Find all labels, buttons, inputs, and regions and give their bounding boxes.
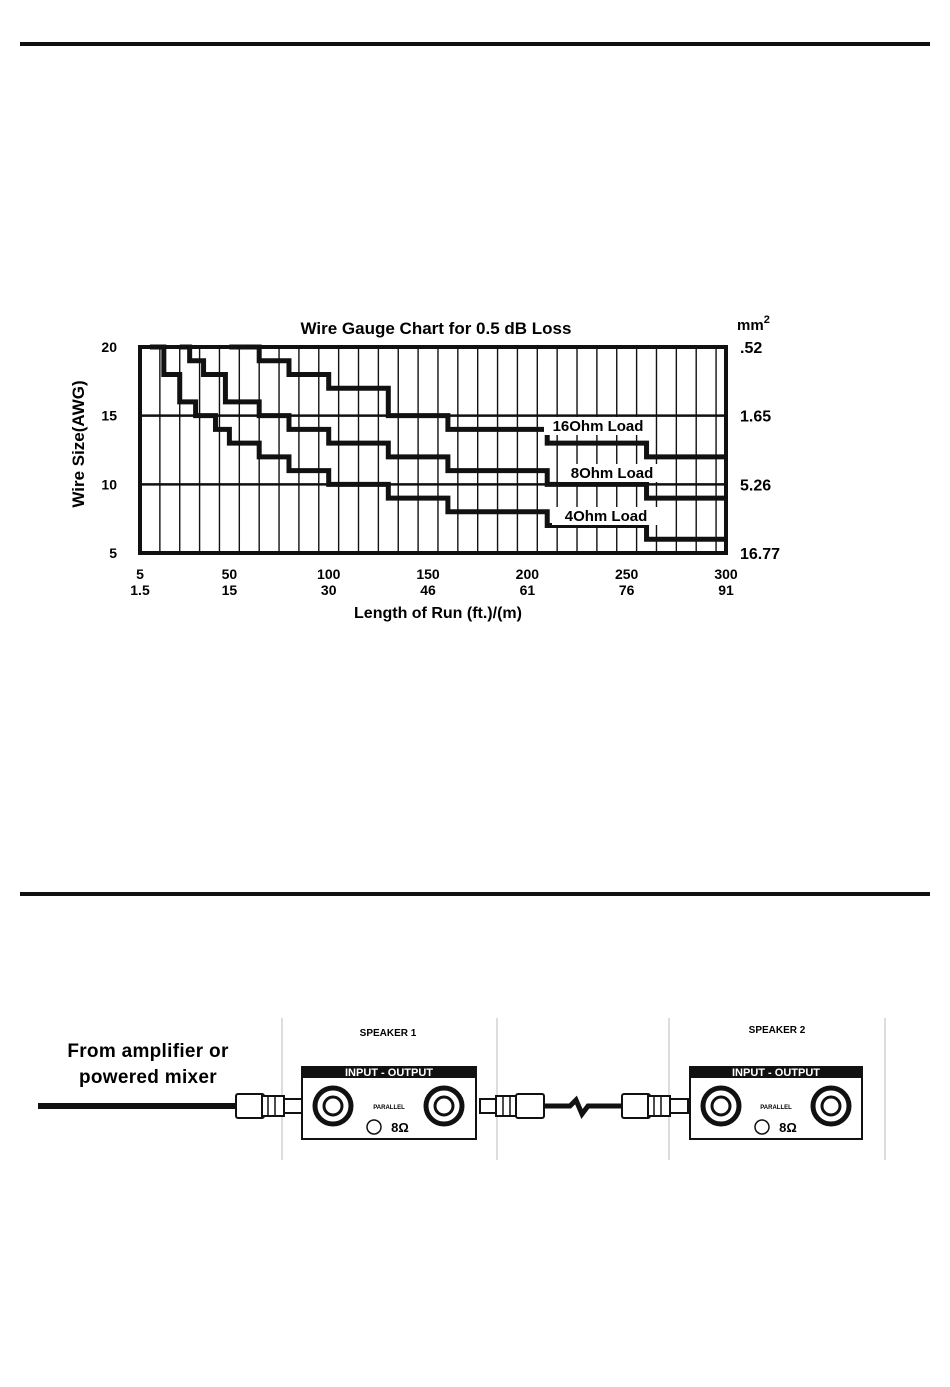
- speaker2-connector-icon: [755, 1120, 769, 1134]
- x-tick-label-m: 91: [718, 582, 734, 598]
- y2-tick-label: 5.26: [740, 477, 772, 495]
- x-tick-label-ft: 300: [714, 566, 738, 582]
- y2-unit-exponent: 2: [763, 314, 770, 326]
- x-tick-label-m: 76: [618, 582, 635, 598]
- x-tick-label-ft: 200: [515, 566, 540, 582]
- speaker1-impedance: 8Ω: [391, 1120, 409, 1135]
- source-label-line1: From amplifier or: [67, 1041, 229, 1062]
- speaker2-title: SPEAKER 2: [748, 1025, 806, 1036]
- x-tick-label-m: 30: [320, 582, 337, 598]
- y-tick-label: 5: [109, 545, 117, 561]
- chart-ticks: [101, 339, 780, 598]
- amplifier-cable: [38, 1103, 238, 1109]
- y-tick-label: 10: [101, 476, 117, 493]
- speaker1-parallel-label: PARALLEL: [373, 1105, 405, 1111]
- x-tick-label-ft: 5: [136, 566, 144, 582]
- x-tick-label-m: 46: [420, 582, 436, 598]
- speaker2-parallel-label: PARALLEL: [760, 1105, 792, 1111]
- series-label: 4Ohm Load: [564, 508, 648, 525]
- x-tick-label-ft: 50: [221, 566, 238, 582]
- y2-tick-label: 1.65: [740, 408, 772, 426]
- speakon-plug-3: [622, 1094, 688, 1118]
- x-tick-label-m: 15: [221, 582, 238, 598]
- y-axis-label: Wire Size(AWG): [69, 380, 88, 508]
- y2-tick-label: .52: [740, 340, 763, 357]
- x-axis-label: Length of Run (ft.)/(m): [354, 605, 522, 622]
- x-tick-label-ft: 250: [614, 566, 639, 582]
- speaker-connection-diagram: [0, 1010, 950, 1170]
- y2-tick-label: 16.77: [740, 546, 781, 563]
- y-tick-label: 15: [101, 407, 117, 424]
- chart-title: Wire Gauge Chart for 0.5 dB Loss: [300, 319, 572, 338]
- y2-unit-base: mm: [737, 317, 764, 334]
- speaker1-title: SPEAKER 1: [359, 1028, 417, 1039]
- y2-unit-label: [737, 314, 770, 334]
- wire-gauge-chart: [0, 0, 950, 640]
- speakon-plug-1: [236, 1094, 302, 1118]
- source-label-line2: powered mixer: [78, 1067, 218, 1088]
- mid-rule: [20, 892, 930, 896]
- series-label: 16Ohm Load: [552, 418, 644, 435]
- series-label: 8Ohm Load: [570, 465, 654, 482]
- x-tick-label-m: 1.5: [130, 582, 150, 598]
- speaker2-impedance: 8Ω: [779, 1120, 797, 1135]
- x-tick-label-ft: 150: [416, 566, 440, 582]
- x-tick-label-m: 61: [519, 582, 536, 598]
- y-tick-label: 20: [101, 339, 117, 355]
- svg-text:mm2: [737, 314, 770, 334]
- speaker2-panel-header: INPUT - OUTPUT: [732, 1067, 820, 1079]
- speaker2-panel: [690, 1067, 862, 1139]
- speaker1-connector-icon: [367, 1120, 381, 1134]
- x-tick-label-ft: 100: [317, 566, 341, 582]
- speaker1-panel: [302, 1067, 476, 1139]
- speaker1-panel-header: INPUT - OUTPUT: [345, 1067, 433, 1079]
- speakon-plug-2: [480, 1094, 544, 1118]
- link-cable-break: [544, 1100, 622, 1114]
